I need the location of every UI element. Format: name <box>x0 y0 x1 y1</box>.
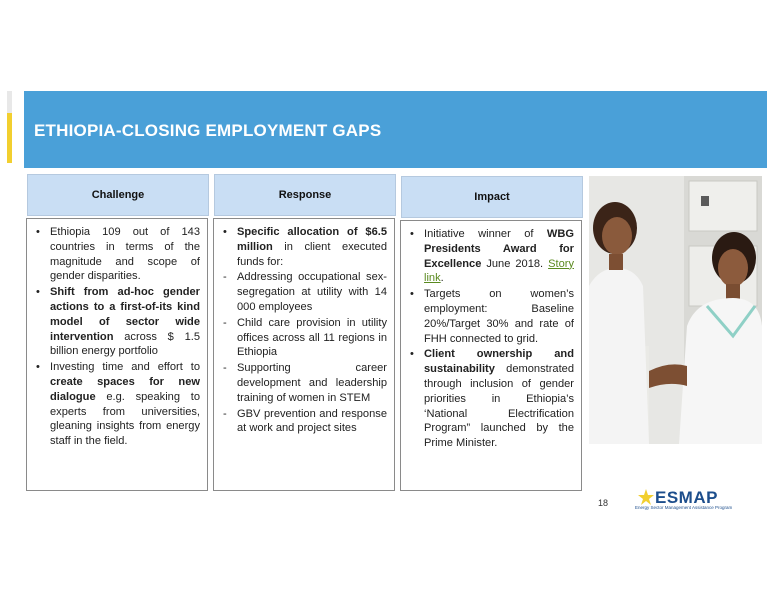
bullet-marker: • <box>410 228 414 240</box>
title-band <box>24 91 767 168</box>
impact-item <box>407 227 574 286</box>
item-text: Investing time and effort to <box>50 361 200 374</box>
item-text: Supporting career development and leadership training of women in STEM <box>237 362 387 404</box>
impact-item <box>407 287 574 346</box>
bold-text: WBG Presidents Award for Excellence <box>424 228 574 270</box>
bullet-marker: - <box>223 316 227 329</box>
logo-wordmark: ESMAP <box>655 488 718 507</box>
response-item <box>220 225 387 269</box>
logo-tagline: Energy Sector Management Assistance Program <box>635 505 733 510</box>
item-text: demonstrated through inclusion of gender priorities in Ethiopia’s ‘National Electrification Program” launched by the Prime Minister. <box>424 363 574 450</box>
response-item <box>220 316 387 360</box>
impact-list <box>407 227 574 451</box>
page-number: 18 <box>598 498 609 508</box>
item-text: Targets on women’s employment: Baseline 20%/Target 30% and rate of FHH connected to grid. <box>424 288 574 345</box>
challenge-item <box>33 360 200 449</box>
bullet-marker: • <box>410 348 414 361</box>
impact-item <box>407 347 574 451</box>
item-text: June 2018. <box>481 257 549 270</box>
bold-text: Client ownership and sustainability <box>424 348 574 376</box>
column-header-response: Response <box>214 174 396 216</box>
item-text: . <box>440 272 444 285</box>
story-link[interactable]: Story link <box>424 257 574 285</box>
response-box <box>213 218 395 491</box>
response-item <box>220 361 387 405</box>
item-text: across $ 1.5 billion energy portfolio <box>50 330 200 358</box>
impact-box <box>400 220 582 491</box>
bullet-marker: - <box>223 407 227 420</box>
challenge-box <box>26 218 208 491</box>
bold-text: Specific allocation of $6.5 million <box>237 226 387 253</box>
item-text: e.g. speaking to experts from universities, gleaning insights from energy staff in the field. <box>50 390 200 448</box>
item-text: Child care provision in utility offices across all 11 regions in Ethiopia <box>237 316 387 359</box>
bullet-marker: • <box>36 226 40 238</box>
bullet-marker: • <box>36 361 40 374</box>
bullet-marker: - <box>223 362 227 375</box>
bullet-marker: - <box>223 271 227 284</box>
response-list <box>220 225 387 436</box>
response-item <box>220 407 387 437</box>
bullet-marker: • <box>36 286 40 299</box>
item-text: in client executed funds for: <box>237 240 387 268</box>
slide-title: ETHIOPIA-CLOSING EMPLOYMENT GAPS <box>34 121 382 140</box>
bullet-marker: • <box>223 226 227 238</box>
esmap-logo <box>635 488 731 512</box>
column-header-challenge: Challenge <box>27 174 209 216</box>
photo-two-women <box>589 176 762 444</box>
esmap-star-icon <box>637 488 655 506</box>
bold-text: Shift from ad-hoc gender actions to a first-of-its kind model of sector wide intervention <box>50 286 200 343</box>
item-text: Initiative winner of <box>424 228 547 240</box>
item-text: Ethiopia 109 out of 143 countries in terms of the magnitude and scope of gender disparities. <box>50 226 200 283</box>
challenge-item <box>33 285 200 359</box>
bullet-marker: • <box>410 288 414 301</box>
column-header-impact: Impact <box>401 176 583 218</box>
item-text: GBV prevention and response at work and project sites <box>237 407 387 435</box>
challenge-list <box>33 225 200 449</box>
accent-bar-top <box>7 91 12 113</box>
item-text: Addressing occupational sex-segregation at utility with 14 000 employees <box>237 271 387 313</box>
challenge-item <box>33 225 200 284</box>
response-item <box>220 270 387 314</box>
bold-text: create spaces for new dialogue <box>50 375 200 403</box>
